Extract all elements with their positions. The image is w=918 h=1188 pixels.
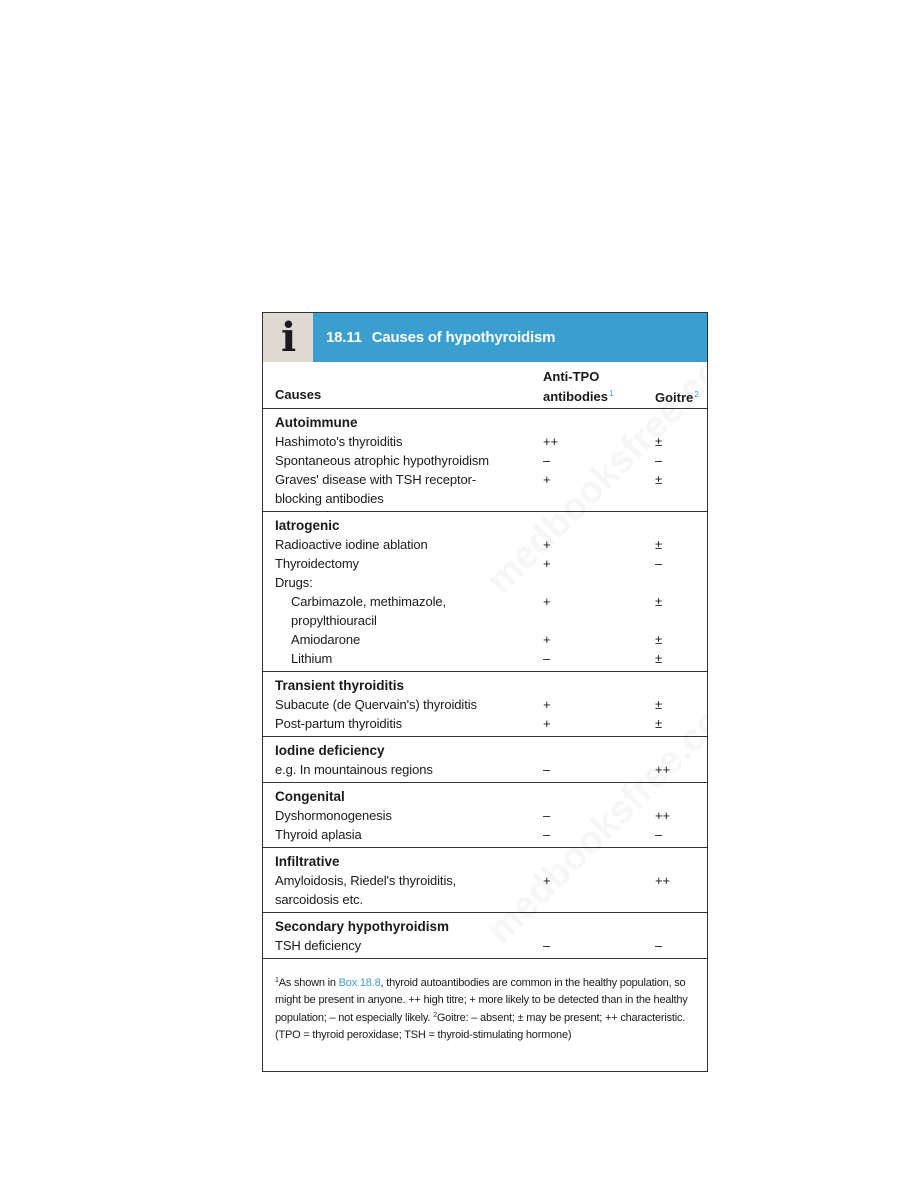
goitre-cell: – xyxy=(655,556,663,571)
tpo-header-label: antibodies xyxy=(543,389,609,404)
box-ref-link[interactable]: Box 18.8 xyxy=(338,977,381,989)
tpo-header-line2 xyxy=(543,385,613,405)
goitre-cell: ± xyxy=(655,472,663,487)
cause-cell: Subacute (de Quervain's) thyroiditis xyxy=(275,697,477,712)
box-number: 18.11 xyxy=(326,329,362,346)
footnote-text-a: As shown in xyxy=(278,977,339,989)
footnote-sup-2: 2 xyxy=(433,1012,437,1019)
tpo-cell: – xyxy=(543,453,551,468)
tpo-cell: + xyxy=(543,537,551,552)
tpo-header-line1: Anti-TPO xyxy=(543,369,600,384)
tpo-cell: + xyxy=(543,472,551,487)
info-icon: i xyxy=(281,314,297,361)
tpo-cell: + xyxy=(543,556,551,571)
goitre-cell: ± xyxy=(655,434,663,449)
cause-groups xyxy=(263,409,707,959)
group-title: Autoimmune xyxy=(275,415,358,430)
goitre-cell: ± xyxy=(655,632,663,647)
box-title-bar xyxy=(313,313,707,362)
cause-cell: Spontaneous atrophic hypothyroidism xyxy=(275,453,490,468)
group-title: Iodine deficiency xyxy=(275,743,385,758)
cause-cell: Lithium xyxy=(291,651,333,666)
goitre-cell: ± xyxy=(655,594,663,609)
table-row xyxy=(263,630,707,649)
cause-group xyxy=(263,913,707,959)
tpo-cell: + xyxy=(543,697,551,712)
goitre-cell: ± xyxy=(655,697,663,712)
cause-group xyxy=(263,783,707,848)
table-row xyxy=(263,451,707,470)
table-row xyxy=(263,592,707,630)
cause-group xyxy=(263,672,707,737)
table-row xyxy=(263,714,707,733)
goitre-footnote-ref: 2 xyxy=(694,390,699,399)
column-header-causes xyxy=(275,386,321,403)
goitre-header-label: Goitre xyxy=(655,390,694,405)
box-header xyxy=(263,313,707,362)
cause-cell: Post-partum thyroiditis xyxy=(275,716,403,731)
cause-cell: Dyshormonogenesis xyxy=(275,808,392,823)
footnote-abbreviations: (TPO = thyroid peroxidase; TSH = thyroid-stimulating hormone) xyxy=(275,1028,572,1041)
group-title: Iatrogenic xyxy=(275,518,340,533)
table-row xyxy=(263,554,707,573)
group-title: Congenital xyxy=(275,789,345,804)
column-headers xyxy=(263,362,707,409)
group-title: Transient thyroiditis xyxy=(275,678,405,693)
tpo-cell: – xyxy=(543,827,551,842)
goitre-cell: ± xyxy=(655,537,663,552)
cause-cell: Thyroid aplasia xyxy=(275,827,362,842)
cause-cell: Thyroidectomy xyxy=(275,556,359,571)
cause-group xyxy=(263,409,707,512)
tpo-cell: + xyxy=(543,632,551,647)
table-row xyxy=(263,760,707,779)
table-row xyxy=(263,432,707,451)
column-header-tpo xyxy=(543,368,613,405)
tpo-footnote-ref: 1 xyxy=(609,389,614,398)
goitre-cell: – xyxy=(655,827,663,842)
tpo-cell: – xyxy=(543,651,551,666)
goitre-cell: – xyxy=(655,453,663,468)
table-row xyxy=(263,871,707,909)
goitre-cell: ++ xyxy=(655,873,670,888)
cause-group xyxy=(263,848,707,913)
table-row xyxy=(263,470,707,508)
cause-group xyxy=(263,512,707,672)
cause-cell: Carbimazole, methimazole, propylthiouracil xyxy=(291,594,447,628)
footnote-goitre-note: Goitre: – absent; ± may be present; ++ characteristic. xyxy=(436,1012,686,1024)
goitre-cell: ++ xyxy=(655,762,670,777)
table-row xyxy=(263,573,707,592)
table-row xyxy=(263,649,707,668)
cause-cell: Amyloidosis, Riedel's thyroiditis, sarcoidosis etc. xyxy=(275,873,457,907)
table-row xyxy=(263,806,707,825)
causes-header-label: Causes xyxy=(275,387,322,402)
tpo-cell: – xyxy=(543,938,551,953)
table-row xyxy=(263,535,707,554)
footnote-text-b: , thyroid autoantibodies are common in the healthy population, so might be present in anyone. ++ high titre; + more likely to be detected than in the healthy population; – not especially likely. xyxy=(275,977,688,1024)
cause-cell: Amiodarone xyxy=(291,632,361,647)
tpo-cell: – xyxy=(543,808,551,823)
table-row xyxy=(263,825,707,844)
tpo-cell: + xyxy=(543,873,551,888)
goitre-cell: ± xyxy=(655,716,663,731)
table-row xyxy=(263,695,707,714)
cause-cell: Hashimoto's thyroiditis xyxy=(275,434,403,449)
goitre-cell: ± xyxy=(655,651,663,666)
group-title: Infiltrative xyxy=(275,854,340,869)
cause-cell: Graves' disease with TSH receptor-blocking antibodies xyxy=(275,472,477,506)
cause-cell: TSH deficiency xyxy=(275,938,362,953)
info-tab xyxy=(263,313,313,362)
tpo-cell: + xyxy=(543,716,551,731)
cause-cell: Drugs: xyxy=(275,575,313,590)
column-header-goitre xyxy=(655,386,699,406)
cause-group xyxy=(263,737,707,783)
cause-cell: e.g. In mountainous regions xyxy=(275,762,433,777)
info-box xyxy=(262,312,708,1072)
box-title: Causes of hypothyroidism xyxy=(371,329,556,346)
tpo-cell: + xyxy=(543,594,551,609)
goitre-cell: – xyxy=(655,938,663,953)
footnote-sup-1: 1 xyxy=(275,977,279,984)
tpo-cell: ++ xyxy=(543,434,558,449)
goitre-cell: ++ xyxy=(655,808,670,823)
cause-cell: Radioactive iodine ablation xyxy=(275,537,428,552)
tpo-cell: – xyxy=(543,762,551,777)
group-title: Secondary hypothyroidism xyxy=(275,919,450,934)
footnote xyxy=(275,973,700,1043)
table-row xyxy=(263,936,707,955)
